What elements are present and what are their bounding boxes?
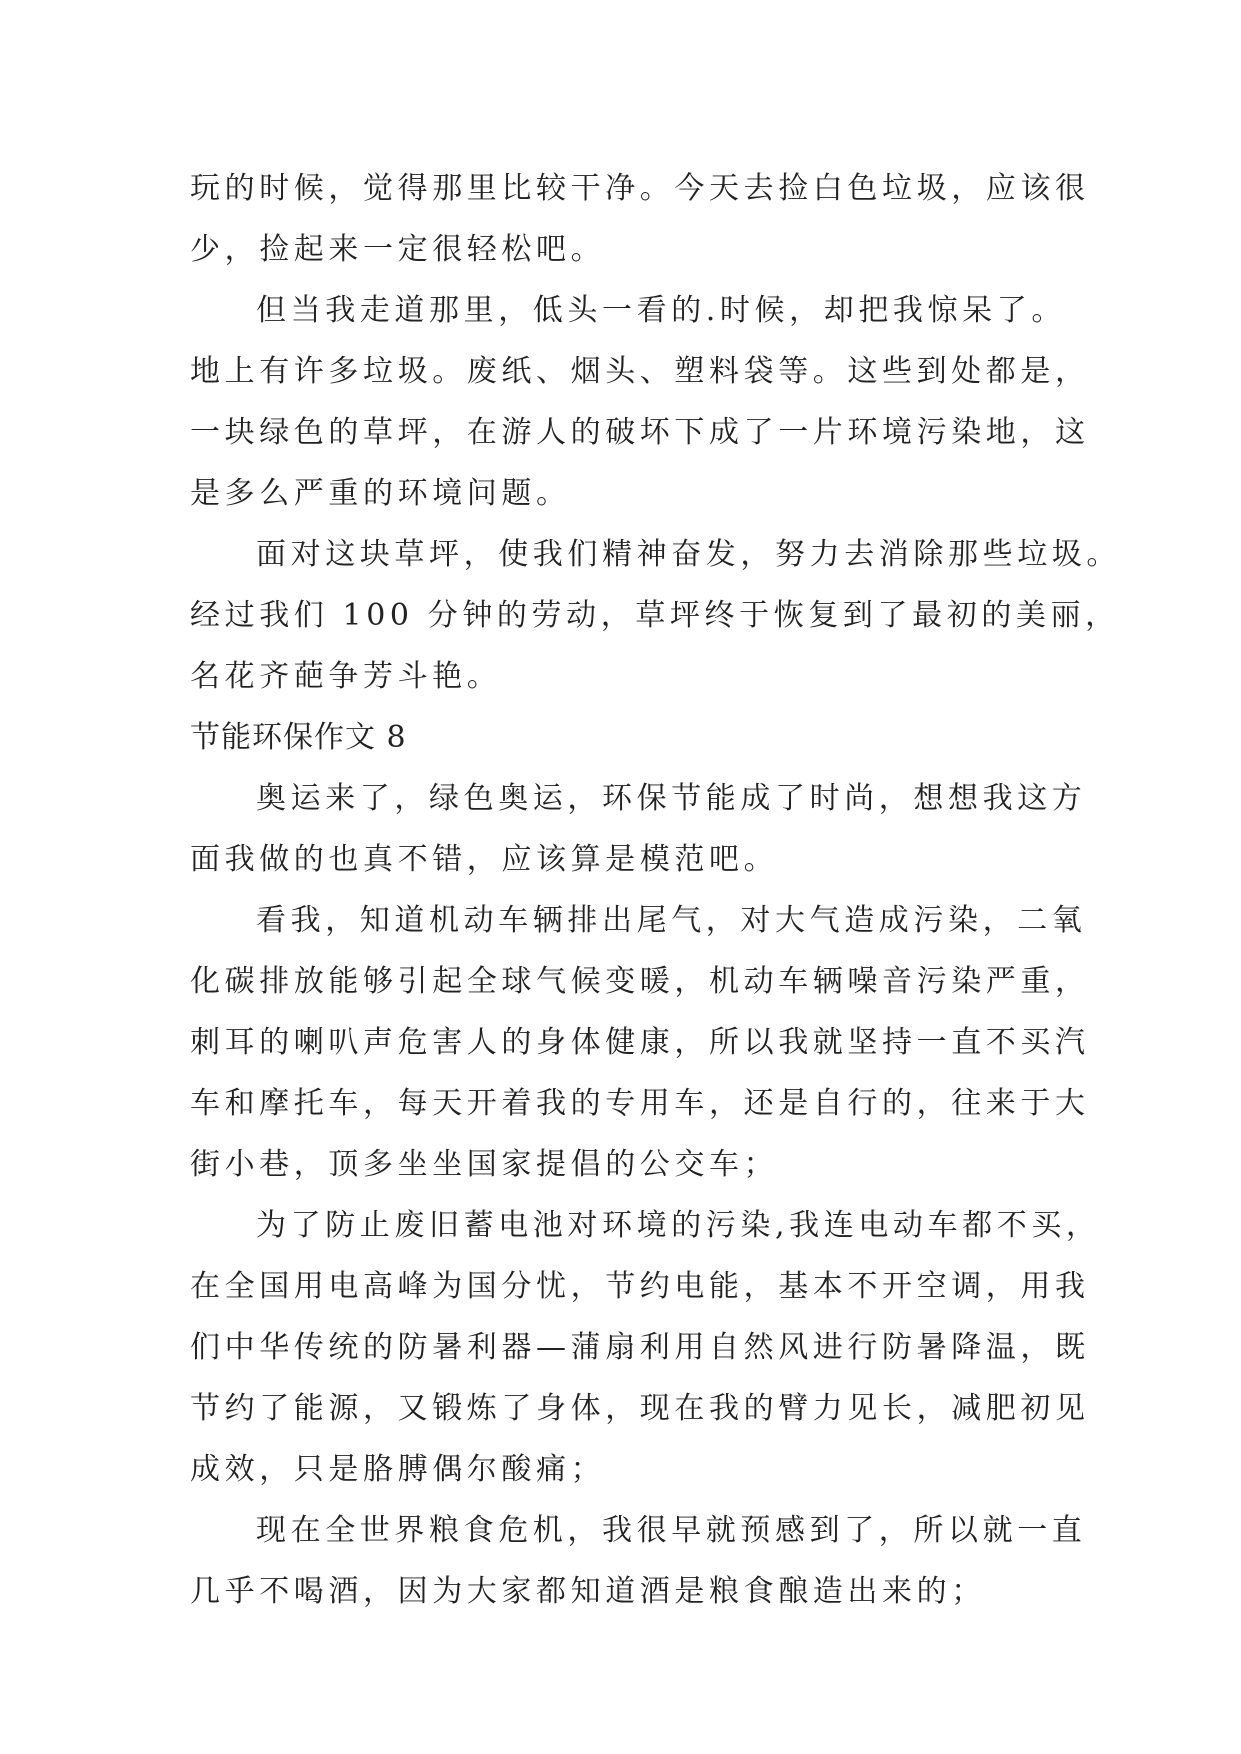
text-line: 是多么严重的环境问题。 xyxy=(190,476,571,511)
text-line: 车和摩托车，每天开着我的专用车，还是自行的，往来于大 xyxy=(190,1086,1090,1121)
text-line: 少，捡起来一定很轻松吧。 xyxy=(190,232,606,267)
text-line: 奥运来了，绿色奥运，环保节能成了时尚，想想我这方 xyxy=(256,781,1087,816)
text-line: 但当我走道那里，低头一看的.时候，却把我惊呆了。 xyxy=(256,293,1066,328)
body-text xyxy=(190,158,1121,1622)
text-line: 们中华传统的防暑利器—蒲扇利用自然风进行防暑降温，既 xyxy=(190,1330,1090,1365)
text-line: 一块绿色的草坪，在游人的破坏下成了一片环境污染地，这 xyxy=(190,415,1090,450)
text-line: 玩的时候，觉得那里比较干净。今天去捡白色垃圾，应该很 xyxy=(190,171,1090,206)
text-line: 面对这块草坪，使我们精神奋发，努力去消除那些垃圾。 xyxy=(256,537,1121,572)
text-line: 经过我们 100 分钟的劳动，草坪终于恢复到了最初的美丽， xyxy=(190,598,1120,633)
text-line: 在全国用电高峰为国分忧，节约电能，基本不开空调，用我 xyxy=(190,1269,1090,1304)
text-line: 地上有许多垃圾。废纸、烟头、塑料袋等。这些到处都是， xyxy=(190,354,1090,389)
section-heading: 节能环保作文 8 xyxy=(190,720,407,755)
text-line: 化碳排放能够引起全球气候变暖，机动车辆噪音污染严重， xyxy=(190,964,1090,999)
text-line: 成效，只是胳膊偶尔酸痛； xyxy=(190,1452,606,1487)
text-line: 面我做的也真不错，应该算是模范吧。 xyxy=(190,842,779,877)
text-line: 街小巷，顶多坐坐国家提倡的公交车； xyxy=(190,1147,779,1182)
text-line: 为了防止废旧蓄电池对环境的污染,我连电动车都不买， xyxy=(256,1208,1101,1243)
text-line: 看我，知道机动车辆排出尾气，对大气造成污染，二氧 xyxy=(256,903,1087,938)
text-line: 几乎不喝酒，因为大家都知道酒是粮食酿造出来的； xyxy=(190,1574,986,1609)
text-line: 现在全世界粮食危机，我很早就预感到了，所以就一直 xyxy=(256,1513,1087,1548)
text-line: 名花齐葩争芳斗艳。 xyxy=(190,659,502,694)
text-line: 刺耳的喇叭声危害人的身体健康，所以我就坚持一直不买汽 xyxy=(190,1025,1090,1060)
text-line: 节约了能源，又锻炼了身体，现在我的臂力见长，减肥初见 xyxy=(190,1391,1090,1426)
